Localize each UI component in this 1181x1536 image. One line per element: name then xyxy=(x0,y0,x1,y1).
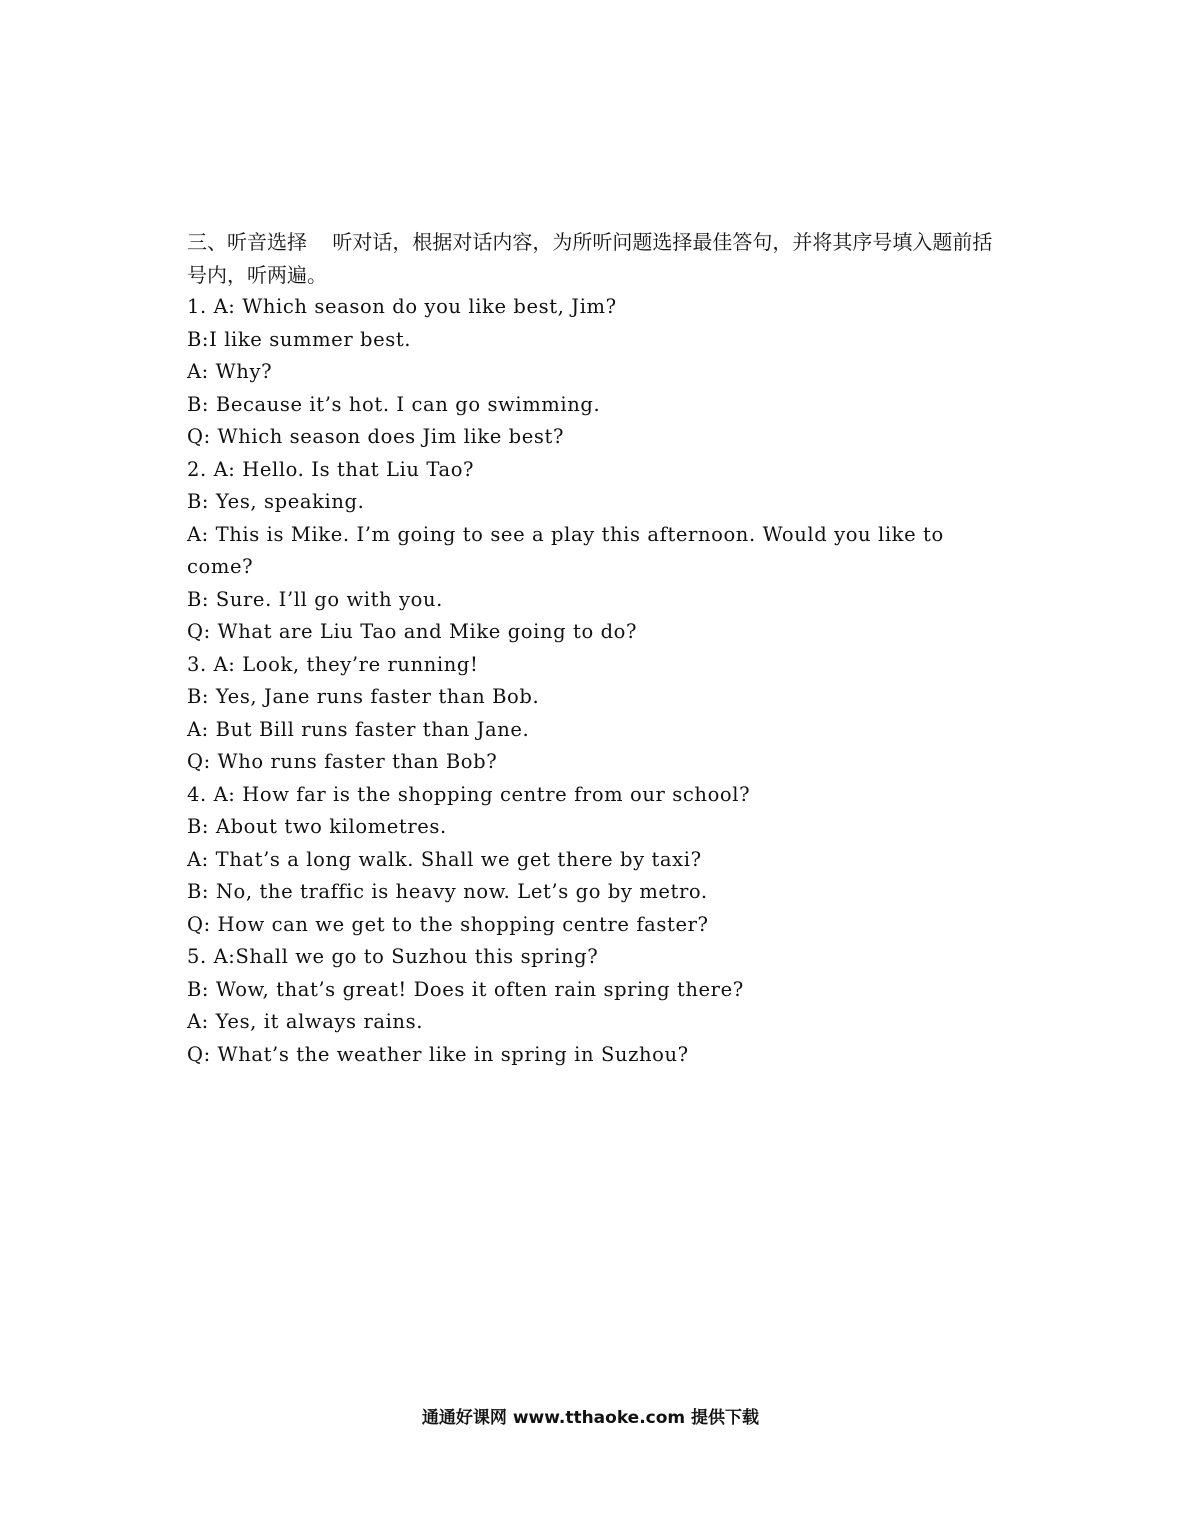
dialogue-line: 2. A: Hello. Is that Liu Tao? xyxy=(187,457,475,481)
dialogue-line: A: Yes, it always rains. xyxy=(187,1010,423,1033)
dialogue-line: 1. A: Which season do you like best, Jim? xyxy=(187,295,617,318)
question-line: Q: Who runs faster than Bob? xyxy=(187,750,498,773)
dialogue-5 xyxy=(187,941,999,1071)
question-line: Q: Which season does Jim like best? xyxy=(187,425,565,448)
dialogue-1 xyxy=(187,291,999,454)
dialogue-line: B: Sure. I’ll go with you. xyxy=(187,587,443,611)
dialogue-2 xyxy=(187,454,999,649)
dialogue-line: B: About two kilometres. xyxy=(187,815,447,838)
question-line: Q: What are Liu Tao and Mike going to do? xyxy=(187,620,638,643)
question-line: Q: What’s the weather like in spring in Suzhou? xyxy=(187,1042,689,1066)
dialogue-line: B: No, the traffic is heavy now. Let’s go by metro. xyxy=(187,880,708,903)
dialogue-line: B: Yes, Jane runs faster than Bob. xyxy=(187,685,540,708)
dialogue-line: A: Why? xyxy=(187,360,273,383)
dialogue-3 xyxy=(187,649,999,779)
dialogue-line: B: Yes, speaking. xyxy=(187,490,365,513)
dialogue-line: 4. A: How far is the shopping centre from our school? xyxy=(187,782,751,806)
question-line: Q: How can we get to the shopping centre faster? xyxy=(187,912,709,936)
dialogue-4 xyxy=(187,779,999,942)
dialogue-line: A: That’s a long walk. Shall we get there by taxi? xyxy=(187,847,702,871)
dialogue-line: 3. A: Look, they’re running! xyxy=(187,652,479,676)
dialogue-line: B:I like summer best. xyxy=(187,327,412,351)
dialogue-line: 5. A:Shall we go to Suzhou this spring? xyxy=(187,945,599,968)
dialogue-line: A: This is Mike. I’m going to see a play this afternoon. Would you like to come? xyxy=(187,522,951,578)
dialogue-line: B: Wow, that’s great! Does it often rain spring there? xyxy=(187,977,744,1001)
section-heading: 三、听音选择 听对话，根据对话内容，为所听问题选择最佳答句，并将其序号填入题前括号内，听两遍。 xyxy=(187,230,993,287)
listening-section xyxy=(187,226,999,1071)
footer-watermark-text: 通通好课网 www.tthaoke.com 提供下载 xyxy=(421,1408,760,1428)
dialogue-line: A: But Bill runs faster than Jane. xyxy=(187,717,530,741)
dialogue-line: B: Because it’s hot. I can go swimming. xyxy=(187,392,601,416)
